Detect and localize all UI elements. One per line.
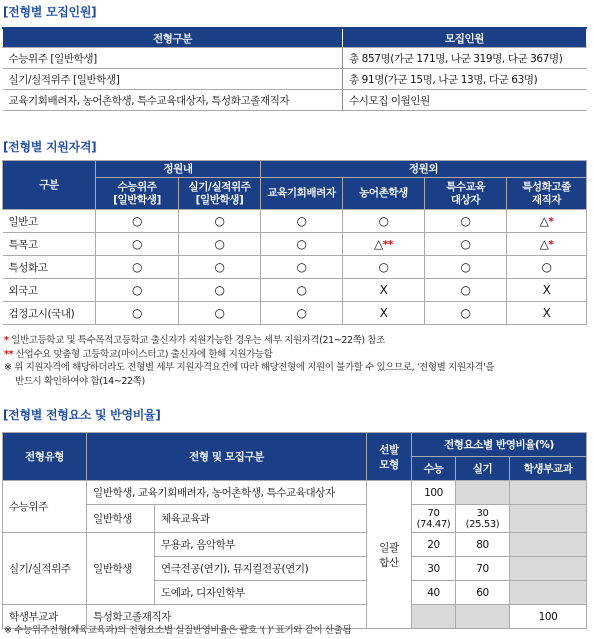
eligibility-cell <box>425 302 507 325</box>
eligibility-cell <box>507 233 587 256</box>
eligibility-cell <box>96 210 179 233</box>
eligibility-cell <box>96 302 179 325</box>
eligibility-mark: ○ <box>214 260 225 274</box>
eligibility-cell <box>507 210 587 233</box>
row-label: 검정고시(국내) <box>3 302 96 325</box>
value-suneung: 40 <box>412 581 456 605</box>
eligibility-mark: ○ <box>131 306 143 320</box>
eligibility-mark: ○ <box>131 260 143 274</box>
row-label: 외국고 <box>3 279 96 302</box>
recruit-label: 특성화고졸재직자 <box>87 605 367 629</box>
table-row <box>3 302 587 325</box>
empty-cell <box>510 581 587 605</box>
note-line: ** 산업수요 맞춤형 고등학교(마이스터고) 출신자에 한해 지원가능함 <box>4 348 273 360</box>
value-silgi: 30 (25.53) <box>456 505 510 533</box>
eligibility-cell <box>425 279 507 302</box>
value-suneung: 20 <box>412 533 456 557</box>
eligibility-cell <box>343 279 425 302</box>
table-row <box>3 90 587 111</box>
eligibility-cell <box>507 256 587 279</box>
header-count: 모집인원 <box>343 28 587 48</box>
eligibility-cell <box>96 256 179 279</box>
header-sub: 특수교육 대상자 <box>425 178 507 210</box>
section-title-recruitment: [전형별 모집인원] <box>3 5 97 19</box>
empty-cell <box>510 533 587 557</box>
eligibility-mark: △ <box>539 237 549 251</box>
row-label: 실기/실적위주 [일반학생] <box>3 69 343 90</box>
footnote: ※ 수능위주전형(체육교육과)의 전형요소별 실질반영비율은 괄호 '( )' 표기와 같이 산출됨 <box>4 625 352 636</box>
eligibility-mark: ○ <box>214 237 225 251</box>
row-label: 특성화고 <box>3 256 96 279</box>
recruitment-table <box>2 27 587 111</box>
header-suneung: 수능 <box>412 457 456 481</box>
table-row <box>3 210 587 233</box>
eligibility-mark: ○ <box>131 283 143 297</box>
eligibility-mark: ○ <box>296 214 307 228</box>
value-suneung: 100 <box>412 481 456 505</box>
eligibility-mark: X <box>542 283 551 297</box>
recruit-label: 무용과, 음악학부 <box>155 533 367 557</box>
header-sub: 교육기회배려자 <box>261 178 343 210</box>
header-jeongwon-nae: 정원내 <box>96 161 261 178</box>
eligibility-cell <box>261 233 343 256</box>
header-method: 선발 모형 <box>367 433 412 481</box>
empty-cell <box>510 481 587 505</box>
eligibility-mark: ○ <box>214 306 225 320</box>
header-silgi: 실기 <box>456 457 510 481</box>
eligibility-cell <box>96 233 179 256</box>
type-suneung: 수능위주 <box>3 481 87 533</box>
value-silgi: 60 <box>456 581 510 605</box>
row-label: 특목고 <box>3 233 96 256</box>
eligibility-cell <box>425 233 507 256</box>
method-cell: 일괄 합산 <box>367 481 412 629</box>
eligibility-mark: △ <box>374 237 383 251</box>
empty-cell <box>412 605 456 629</box>
note-line: * 일반고등학교 및 특수목적고등학교 출신자가 지원가능한 경우는 세부 지원자격(21~22쪽) 참조 <box>4 335 385 346</box>
eligibility-cell <box>179 279 261 302</box>
section-title-elements: [전형별 전형요소 및 반영비율] <box>3 408 161 422</box>
eligibility-mark: ○ <box>378 214 389 228</box>
value-suneung: 30 <box>412 557 456 581</box>
eligibility-cell <box>179 210 261 233</box>
footnote-marker: * <box>548 216 554 228</box>
table-row <box>3 481 587 505</box>
header-sub: 특성화고졸 재직자 <box>507 178 587 210</box>
eligibility-mark: ○ <box>296 260 307 274</box>
value-silgi: 70 <box>456 557 510 581</box>
eligibility-cell <box>179 233 261 256</box>
eligibility-mark: ○ <box>460 283 471 297</box>
eligibility-mark: ○ <box>214 283 225 297</box>
header-gubun: 구분 <box>3 161 96 210</box>
eligibility-cell <box>96 279 179 302</box>
row-label: 수능위주 [일반학생] <box>3 48 343 69</box>
row-value: 수시모집 이월인원 <box>343 90 587 111</box>
recruit-normal: 일반학생 <box>87 505 155 533</box>
eligibility-cell <box>507 302 587 325</box>
eligibility-cell <box>179 302 261 325</box>
empty-cell <box>456 481 510 505</box>
eligibility-cell <box>261 210 343 233</box>
note-line: ※ 위 지원자격에 해당하더라도 전형별 세부 지원자격요건에 따라 해당전형에 지원이 불가할 수 있으므로, '전형별 지원자격'을 <box>4 362 495 373</box>
type-school: 학생부교과 <box>3 605 87 629</box>
eligibility-mark: ○ <box>378 260 389 274</box>
eligibility-cell <box>261 279 343 302</box>
header-recruit: 전형 및 모집구분 <box>87 433 367 481</box>
header-type: 전형구분 <box>3 28 343 48</box>
eligibility-mark: ○ <box>541 260 552 274</box>
value-suneung: 70 (74.47) <box>412 505 456 533</box>
eligibility-cell <box>425 210 507 233</box>
recruit-label: 일반학생, 교육기회배려자, 농어촌학생, 특수교육대상자 <box>87 481 367 505</box>
table-row <box>3 69 587 90</box>
eligibility-cell <box>261 302 343 325</box>
note-line: 반드시 확인하여야 함(14~22쪽) <box>15 375 145 387</box>
eligibility-mark: ○ <box>460 306 471 320</box>
eligibility-cell <box>343 233 425 256</box>
eligibility-mark: △ <box>539 214 549 228</box>
eligibility-mark: ○ <box>131 214 143 228</box>
footnote-marker: ** <box>382 239 394 251</box>
eligibility-mark: ○ <box>460 237 471 251</box>
eligibility-cell <box>261 256 343 279</box>
eligibility-cell <box>343 210 425 233</box>
eligibility-cell <box>179 256 261 279</box>
eligibility-mark: X <box>379 283 388 297</box>
value-silgi: 80 <box>456 533 510 557</box>
header-ratio: 전형요소별 반영비율(%) <box>412 433 587 457</box>
eligibility-mark: ○ <box>296 283 307 297</box>
empty-cell <box>456 605 510 629</box>
header-type: 전형유형 <box>3 433 87 481</box>
eligibility-cell <box>343 302 425 325</box>
header-sub: 수능위주 [일반학생] <box>96 178 179 210</box>
row-value: 총 91명(가군 15명, 나군 13명, 다군 63명) <box>343 69 587 90</box>
recruit-label: 연극전공(연기), 뮤지컬전공(연기) <box>155 557 367 581</box>
footnote-marker: * <box>548 239 554 251</box>
recruit-label: 도예과, 디자인학부 <box>155 581 367 605</box>
row-value: 총 857명(가군 171명, 나군 319명, 다군 367명) <box>343 48 587 69</box>
recruit-normal: 일반학생 <box>87 533 155 605</box>
value-school: 100 <box>510 605 587 629</box>
eligibility-mark: ○ <box>131 237 143 251</box>
table-row <box>3 48 587 69</box>
eligibility-cell <box>507 279 587 302</box>
type-silgi: 실기/실적위주 <box>3 533 87 605</box>
header-jeongwon-oe: 정원외 <box>261 161 587 178</box>
row-label: 교육기회배려자, 농어촌학생, 특수교육대상자, 특성화고졸재직자 <box>3 90 343 111</box>
header-sub: 실기/실적위주 [일반학생] <box>179 178 261 210</box>
eligibility-cell <box>425 256 507 279</box>
eligibility-mark: X <box>379 306 388 320</box>
eligibility-mark: ○ <box>214 214 225 228</box>
eligibility-notes <box>4 334 588 388</box>
elements-table <box>2 432 587 629</box>
eligibility-mark: X <box>542 306 551 320</box>
table-row <box>3 233 587 256</box>
eligibility-mark: ○ <box>460 214 471 228</box>
table-row <box>3 279 587 302</box>
header-school: 학생부교과 <box>510 457 587 481</box>
empty-cell <box>510 505 587 533</box>
table-row <box>3 505 587 533</box>
empty-cell <box>510 557 587 581</box>
eligibility-cell <box>343 256 425 279</box>
row-label: 일반고 <box>3 210 96 233</box>
eligibility-mark: ○ <box>296 237 307 251</box>
eligibility-mark: ○ <box>460 260 471 274</box>
table-row <box>3 533 587 557</box>
recruit-label: 체육교육과 <box>155 505 367 533</box>
eligibility-table <box>2 160 587 325</box>
header-sub: 농어촌학생 <box>343 178 425 210</box>
section-title-eligibility: [전형별 지원자격] <box>3 140 97 154</box>
eligibility-mark: ○ <box>296 306 307 320</box>
table-row <box>3 256 587 279</box>
